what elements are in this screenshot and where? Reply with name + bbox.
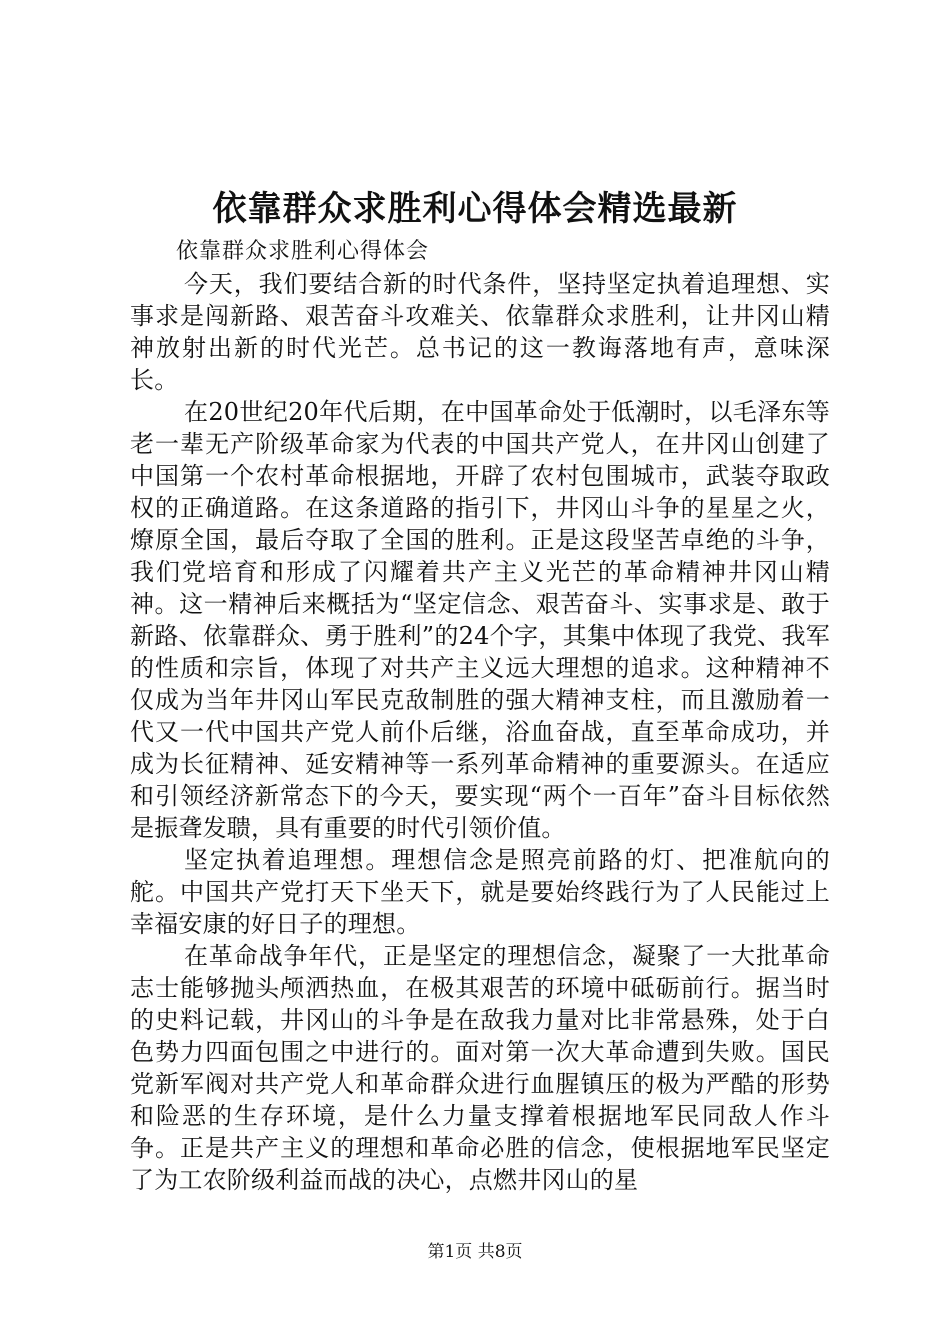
page-title: 依靠群众求胜利心得体会精选最新	[212, 189, 738, 229]
paragraph-4: 在革命战争年代，正是坚定的理想信念，凝聚了一大批革命志士能够抛头颅洒热血，在极其艰苦的环境中砥砺前行。据当时的史料记载，井冈山的斗争是在敌我力量对比非常悬殊，处于白色势力四面包围之中进行的。面对第一次大革命遭到失败。国民党新军阀对共产党人和革命群众进行血腥镇压的极为严酷的形势和险恶的生存环境，是什么力量支撑着根据地军民同敌人作斗争。正是共产主义的理想和革命必胜的信念，使根据地军民坚定了为工农阶级利益而战的决心，点燃井冈山的星	[130, 942, 830, 1194]
page-number-footer: 第1页 共8页	[427, 1242, 523, 1262]
paragraph-2: 在20世纪20年代后期，在中国革命处于低潮时，以毛泽东等老一辈无产阶级革命家为代表的中国共产党人，在井冈山创建了中国第一个农村革命根据地，开辟了农村包围城市，武装夺取政权的正确道路。在这条道路的指引下，井冈山斗争的星星之火，燎原全国，最后夺取了全国的胜利。正是这段坚苦卓绝的斗争，我们党培育和形成了闪耀着共产主义光芒的革命精神井冈山精神。这一精神后来概括为“坚定信念、艰苦奋斗、实事求是、敢于新路、依靠群众、勇于胜利”的24个字，其集中体现了我党、我军的性质和宗旨，体现了对共产主义远大理想的追求。这种精神不仅成为当年井冈山军民克敌制胜的强大精神支柱，而且激励着一代又一代中国共产党人前仆后继，浴血奋战，直至革命成功，并成为长征精神、延安精神等一系列革命精神的重要源头。在适应和引领经济新常态下的今天，要实现“两个一百年”奋斗目标依然是振聋发聩，具有重要的时代引领价值。	[130, 398, 830, 842]
document-body	[130, 236, 830, 1196]
paragraph-3: 坚定执着追理想。理想信念是照亮前路的灯、把准航向的舵。中国共产党打天下坐天下，就是要始终践行为了人民能过上幸福安康的好日子的理想。	[130, 846, 830, 938]
document-subtitle: 依靠群众求胜利心得体会	[176, 239, 430, 264]
paragraph-1: 今天，我们要结合新的时代条件，坚持坚定执着追理想、实事求是闯新路、艰苦奋斗攻难关、依靠群众求胜利，让井冈山精神放射出新的时代光芒。总书记的这一教诲落地有声，意味深长。	[130, 270, 830, 394]
